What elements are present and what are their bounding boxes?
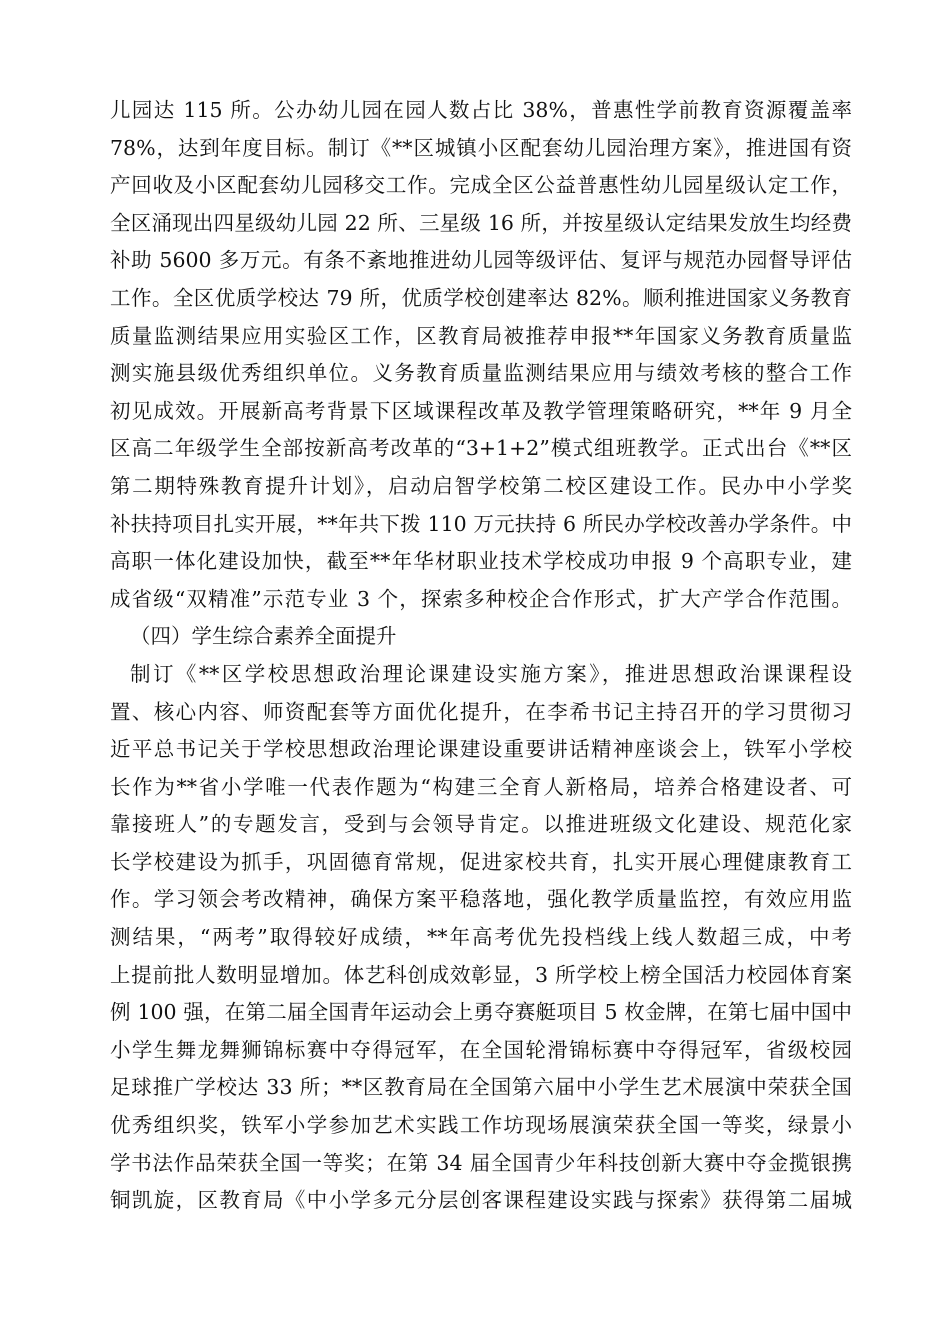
text-line: 工作。全区优质学校达 79 所，优质学校创建率达 82%。顺利推进国家义务教育: [110, 285, 852, 310]
text-line: 成省级“双精准”示范专业 3 个，探索多种校企合作形式，扩大产学合作范围。: [110, 586, 852, 611]
text-line: 高职一体化建设加快，截至**年华材职业技术学校成功申报 9 个高职专业，建: [110, 549, 852, 574]
text-line: 补助 5600 多万元。有条不紊地推进幼儿园等级评估、复评与规范办园督导评估: [110, 248, 852, 273]
text-line: 第二期特殊教育提升计划》，启动启智学校第二校区建设工作。民办中小学奖: [110, 473, 852, 498]
text-line: 学书法作品荣获全国一等奖；在第 34 届全国青少年科技创新大赛中夺金揽银携: [110, 1150, 852, 1175]
text-line: 区高二年级学生全部按新高考改革的“3+1+2”模式组班教学。正式出台《**区: [110, 436, 852, 461]
text-line: 作。学习领会考改精神，确保方案平稳落地，强化教学质量监控，有效应用监: [110, 887, 852, 912]
text-line: 足球推广学校达 33 所；**区教育局在全国第六届中小学生艺术展演中荣获全国: [110, 1075, 852, 1100]
text-line: 长学校建设为抓手，巩固德育常规，促进家校共育，扎实开展心理健康教育工: [110, 849, 852, 874]
text-line: 测结果，“两考”取得较好成绩，**年高考优先投档线上线人数超三成，中考: [110, 925, 852, 950]
text-line: 质量监测结果应用实验区工作，区教育局被推荐申报**年国家义务教育质量监: [110, 323, 852, 348]
paragraph-preschool-quality: [110, 92, 852, 618]
text-line: 产回收及小区配套幼儿园移交工作。完成全区公益普惠性幼儿园星级认定工作，: [110, 173, 852, 198]
text-line: 补扶持项目扎实开展，**年共下拨 110 万元扶持 6 所民办学校改善办学条件。中: [110, 511, 852, 536]
text-line: 全区涌现出四星级幼儿园 22 所、三星级 16 所，并按星级认定结果发放生均经费: [110, 210, 852, 235]
text-line: 制订《**区学校思想政治理论课建设实施方案》，推进思想政治课课程设: [130, 661, 852, 686]
paragraph-student-literacy: [110, 656, 852, 1220]
text-line: 78%，达到年度目标。制订《**区城镇小区配套幼儿园治理方案》，推进国有资: [110, 135, 852, 160]
text-line: 例 100 强，在第二届全国青年运动会上勇夺赛艇项目 5 枚金牌，在第七届中国中: [110, 1000, 852, 1025]
text-line: 近平总书记关于学校思想政治理论课建设重要讲话精神座谈会上，铁军小学校: [110, 737, 852, 762]
text-line: 上提前批人数明显增加。体艺科创成效彰显，3 所学校上榜全国活力校园体育案: [110, 962, 852, 987]
text-line: 测实施县级优秀组织单位。义务教育质量监测结果应用与绩效考核的整合工作: [110, 361, 852, 386]
document-page: [110, 92, 852, 1220]
text-line: 儿园达 115 所。公办幼儿园在园人数占比 38%，普惠性学前教育资源覆盖率: [110, 98, 852, 122]
text-line: 置、核心内容、师资配套等方面优化提升，在李希书记主持召开的学习贯彻习: [110, 699, 852, 724]
text-line: 优秀组织奖，铁军小学参加艺术实践工作坊现场展演荣获全国一等奖，绿景小: [110, 1113, 852, 1138]
text-line: 小学生舞龙舞狮锦标赛中夺得冠军，在全国轮滑锦标赛中夺得冠军，省级校园: [110, 1037, 852, 1062]
section-heading: （四）学生综合素养全面提升: [130, 624, 397, 649]
text-line: 靠接班人”的专题发言，受到与会领导肯定。以推进班级文化建设、规范化家: [110, 812, 852, 837]
text-line: 长作为**省小学唯一代表作题为“构建三全育人新格局，培养合格建设者、可: [110, 774, 852, 799]
text-line: 初见成效。开展新高考背景下区域课程改革及教学管理策略研究，**年 9 月全: [110, 398, 852, 423]
text-line: 铜凯旋，区教育局《中小学多元分层创客课程建设实践与探索》获得第二届城: [110, 1188, 852, 1213]
